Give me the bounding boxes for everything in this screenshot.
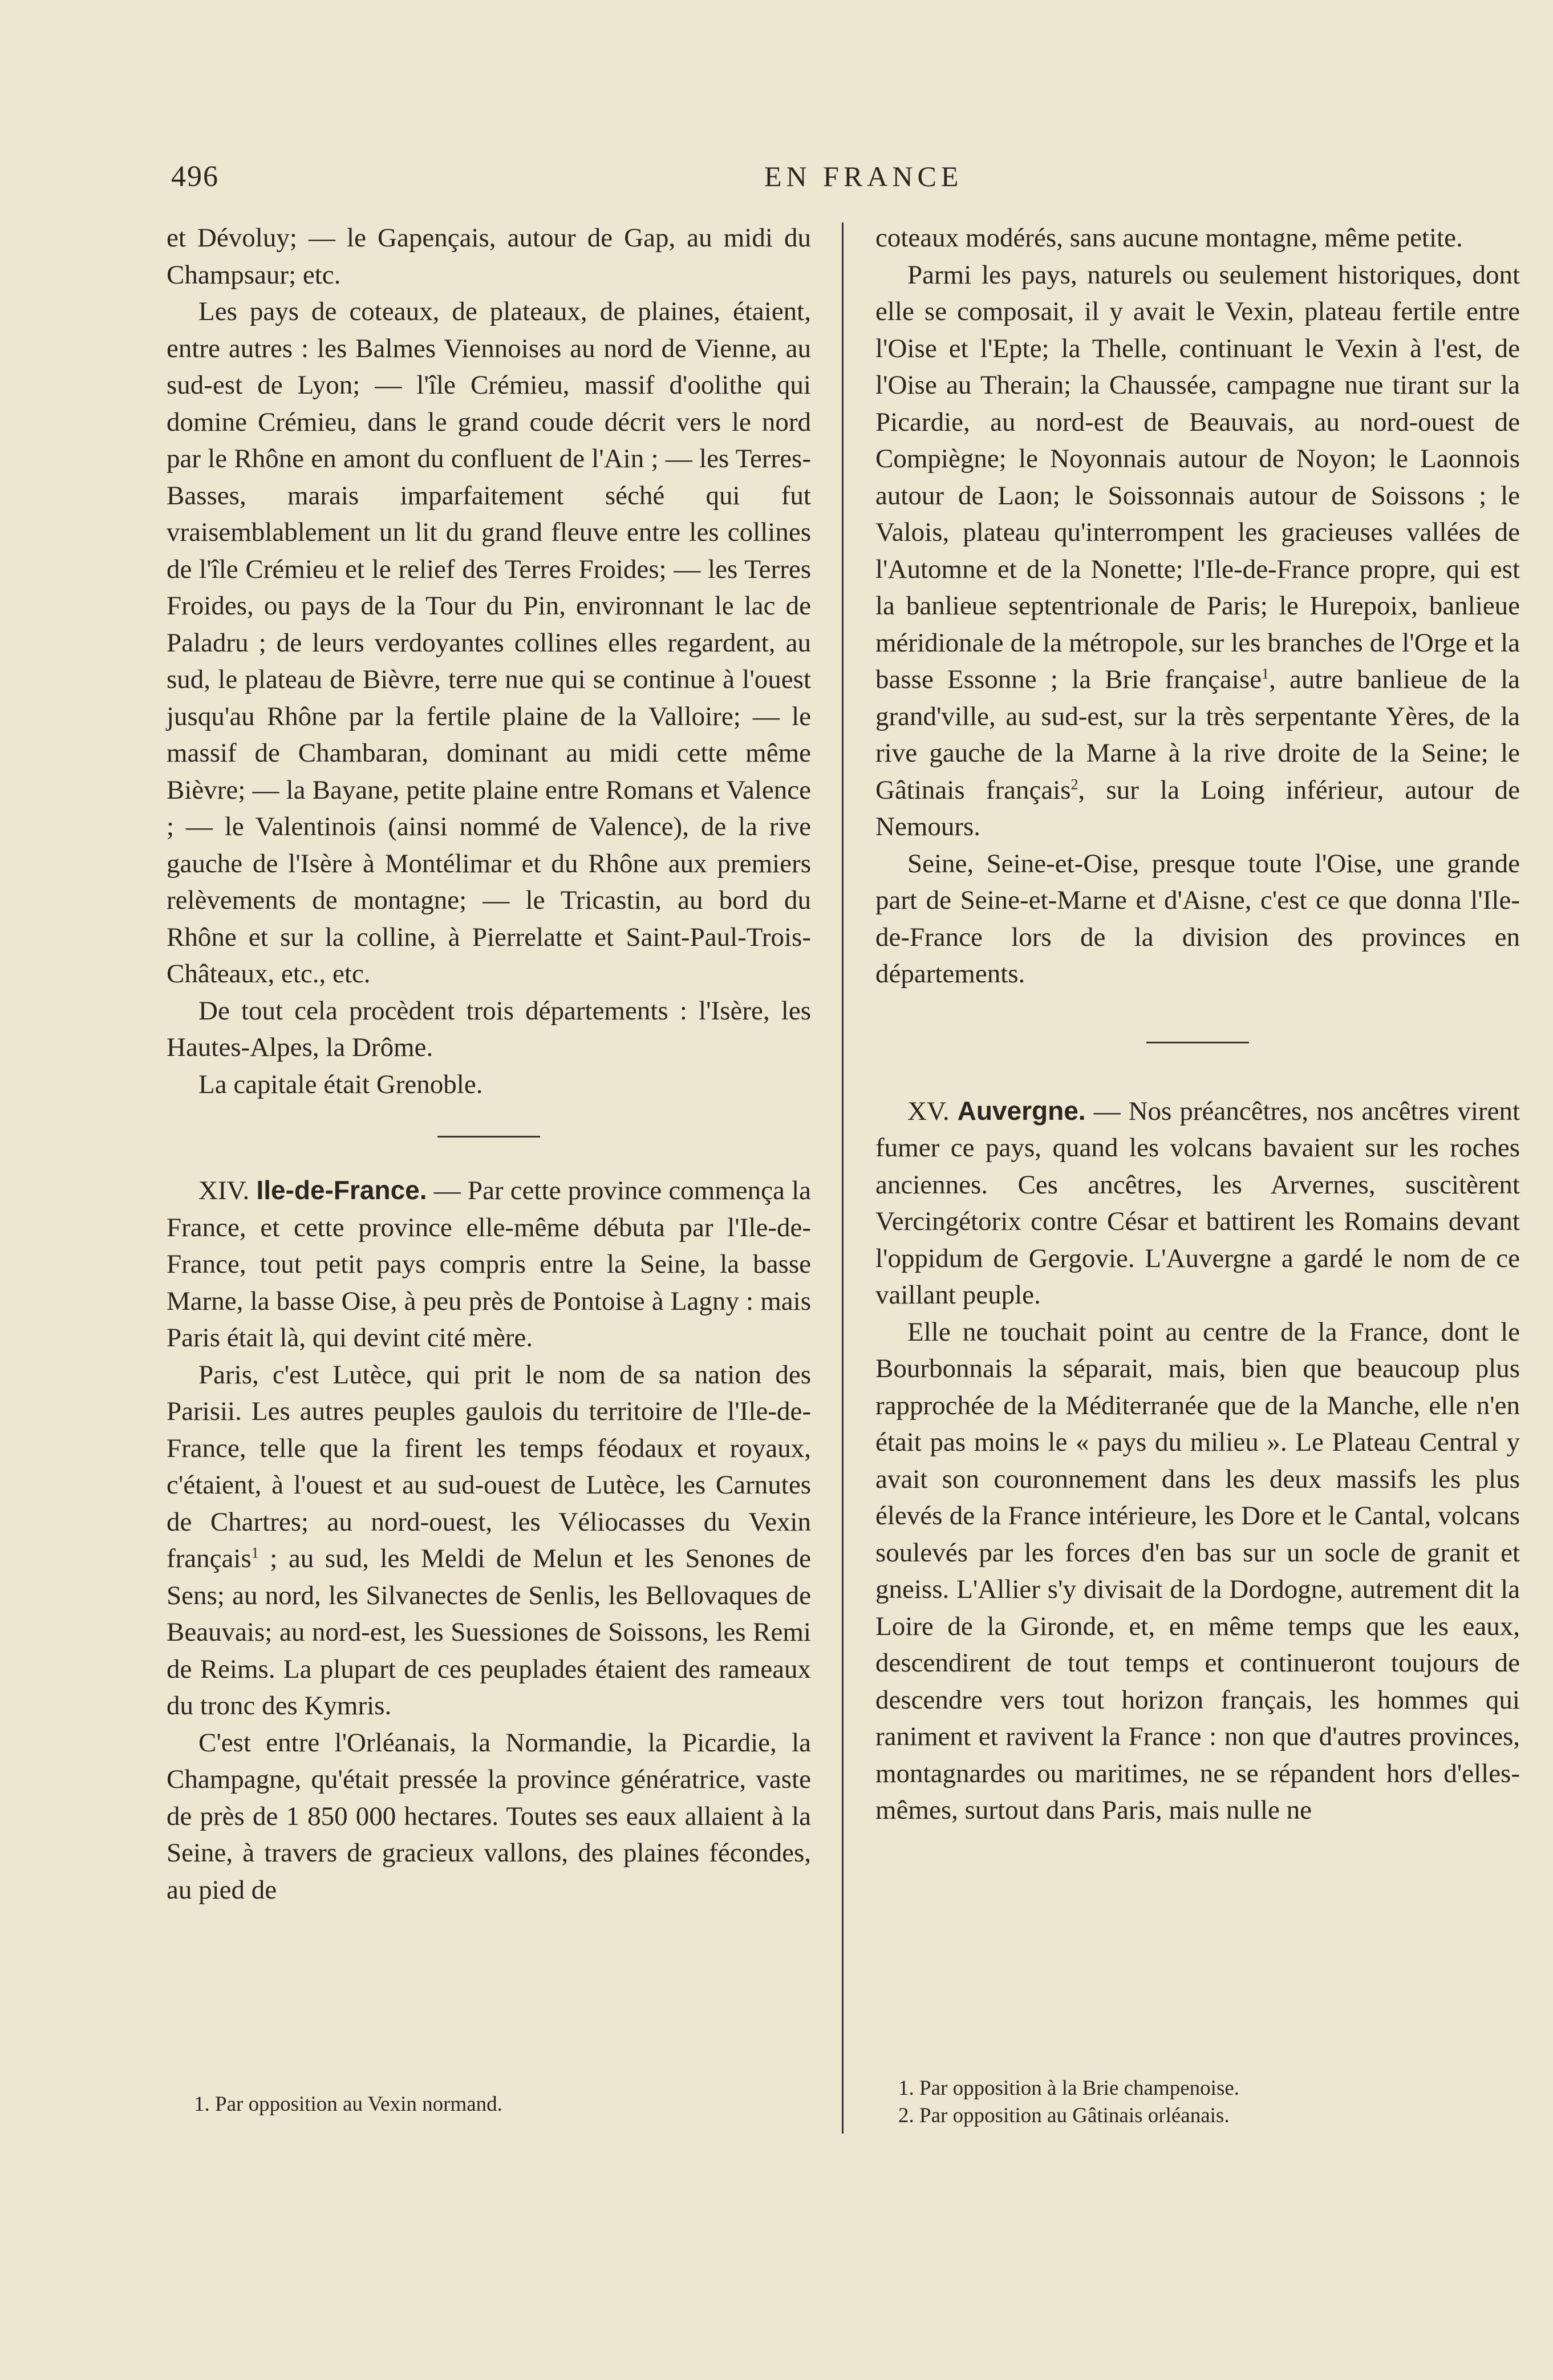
paragraph: [167, 1357, 811, 1725]
paragraph-text: — Par cette province commença la France, et cette province elle-même débuta par l'Ile-de-France, tout petit pays compris entre la Seine, la basse Marne, la basse Oise, à peu près de Pontoise à Lagny : mais Paris était là, qui devint cité mère.: [167, 1176, 811, 1353]
paragraph: C'est entre l'Orléanais, la Normandie, la Picardie, la Champagne, qu'était pressée la province génératrice, vaste de près de 1 850 000 hectares. Toutes ses eaux allaient à la Seine, à travers de gracieux vallons, des plaines fécondes, au pied de: [167, 1727, 811, 1905]
footnote-marker: 1: [1262, 665, 1269, 682]
section-intro-paragraph: [875, 1092, 1520, 1314]
section-heading: Ile-de-France.: [256, 1175, 427, 1205]
footnote: 2. Par opposition au Gâtinais orléanais.: [898, 2104, 1230, 2127]
footnote: 1. Par opposition à la Brie champenoise.: [898, 2077, 1240, 2100]
section-separator: [437, 1136, 540, 1138]
left-column: [167, 220, 811, 1908]
paragraph: La capitale était Grenoble.: [198, 1069, 483, 1099]
page-number: 496: [171, 160, 219, 193]
column-divider: [842, 222, 844, 2134]
paragraph-text: , autre banlieue de la grand'ville, au sud-est, sur la très serpentante Yères, de la rive gauche de la Marne à la rive droite de la Seine; le Gâtinais français: [875, 665, 1520, 805]
paragraph-text: — Nos préancêtres, nos ancêtres virent fumer ce pays, quand les volcans bavaient sur les roches anciennes. Ces ancêtres, les Arvernes, suscitèrent Vercingétorix contre César et battirent les Romains devant l'oppidum de Gergovie. L'Auvergne a gardé le nom de ce vaillant peuple.: [875, 1096, 1520, 1310]
paragraph-text: ; au sud, les Meldi de Melun et les Senones de Sens; au nord, les Silvanectes de Senlis, les Bellovaques de Beauvais; au nord-est, les Suessiones de Soissons, les Remi de Reims. La plupart de ces peuplades étaient des rameaux du tronc des Kymris.: [167, 1544, 811, 1721]
paragraph: Elle ne touchait point au centre de la France, dont le Bourbonnais la séparait, mais, bien que beaucoup plus rapprochée de la Méditerranée que de la Manche, elle n'en était pas moins le « pays du milieu ». Le Plateau Central y avait son couronnement dans les deux massifs les plus élevés de la France intérieure, les Dore et le Cantal, volcans soulevés par les forces d'en bas sur un socle de granit et gneiss. L'Allier s'y divisait de la Dordogne, autrement dit la Loire de la Gironde, et, en même temps que les eaux, descendirent de tout temps et continueront toujours de descendre vers tout horizon français, les hommes qui raniment et ravivent la France : non que d'autres provinces, montagnardes ou maritimes, ne se répandent hors d'elles-mêmes, surtout dans Paris, mais nulle ne: [875, 1317, 1520, 1825]
right-column: [875, 220, 1520, 1829]
paragraph-text: Paris, c'est Lutèce, qui prit le nom de sa nation des Parisii. Les autres peuples gaulois du territoire de l'Ile-de-France, telle que la firent les temps féodaux et royaux, c'étaient, à l'ouest et au sud-ouest de Lutèce, les Carnutes de Chartres; au nord-ouest, les Véliocasses du Vexin français: [167, 1359, 811, 1573]
running-title: EN FRANCE: [764, 160, 963, 192]
footnote-marker: 1: [251, 1544, 259, 1561]
left-footnotes: [194, 2091, 821, 2118]
paragraph: Les pays de coteaux, de plateaux, de plaines, étaient, entre autres : les Balmes Viennoises au nord de Vienne, au sud-est de Lyon; — l'île Crémieu, massif d'oolithe qui domine Crémieu, dans le grand coude décrit vers le nord par le Rhône en amont du confluent de l'Ain ; — les Terres-Basses, marais imparfaitement séché qui fut vraisemblablement un lit du grand fleuve entre les collines de l'île Crémieu et le relief des Terres Froides; — les Terres Froides, ou pays de la Tour du Pin, environnant le lac de Paladru ; de leurs verdoyantes collines elles regardent, au sud, le plateau de Bièvre, terre nue qui se continue à l'ouest jusqu'au Rhône par la fertile plaine de la Valloire; — le massif de Chambaran, dominant au midi cette même Bièvre; — la Bayane, petite plaine entre Romans et Valence ; — le Valentinois (ainsi nommé de Valence), de la rive gauche de l'Isère à Montélimar et du Rhône aux premiers relèvements de montagne; — le Tricastin, au bord du Rhône et sur la colline, à Pierrelatte et Saint-Paul-Trois-Châteaux, etc., etc.: [167, 297, 811, 989]
paragraph-text: , sur la Loing inférieur, autour de Nemours.: [875, 775, 1520, 841]
section-separator: [1146, 1042, 1249, 1043]
paragraph-text: Parmi les pays, naturels ou seulement historiques, dont elle se composait, il y avait le Vexin, plateau fertile entre l'Oise et l'Epte; la Thelle, continuant le Vexin à l'est, de l'Oise au Therain; la Chaussée, campagne nue tirant sur la Picardie, au nord-est de Beauvais, au nord-ouest de Compiègne; le Noyonnais autour de Noyon; le Laonnois autour de Laon; le Soissonnais autour de Soissons ; le Valois, plateau qu'interrompent les gracieuses vallées de l'Automne et de la Nonette; l'Ile-de-France propre, qui est la banlieue septentrionale de Paris; le Hurepoix, banlieue méridionale de la métropole, sur les branches de l'Orge et la basse Essonne ; la Brie française: [875, 260, 1520, 694]
right-footnotes: [898, 2075, 1526, 2130]
paragraph: [875, 257, 1520, 845]
paragraph: Seine, Seine-et-Oise, presque toute l'Oise, une grande part de Seine-et-Marne et d'Aisne, c'est ce que donna l'Ile-de-France lors de la division des provinces en départements.: [875, 848, 1520, 989]
section-intro-paragraph: [167, 1172, 811, 1357]
page-header: [0, 160, 1553, 205]
paragraph: coteaux modérés, sans aucune montagne, même petite.: [875, 223, 1463, 253]
section-number: XIV.: [198, 1176, 250, 1205]
paragraph: De tout cela procèdent trois départements : l'Isère, les Hautes-Alpes, la Drôme.: [167, 995, 811, 1062]
section-number: XV.: [907, 1096, 950, 1126]
section-heading: Auvergne.: [957, 1095, 1086, 1126]
paragraph: et Dévoluy; — le Gapençais, autour de Gap, au midi du Champsaur; etc.: [167, 223, 811, 290]
footnote: 1. Par opposition au Vexin normand.: [194, 2092, 502, 2116]
footnote-marker: 2: [1071, 775, 1078, 792]
